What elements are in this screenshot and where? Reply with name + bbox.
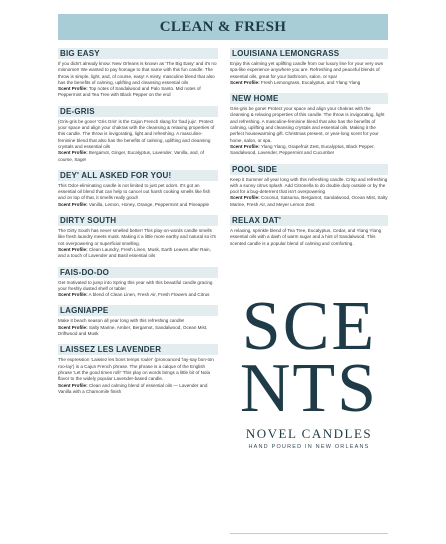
scent-profile-value: A blend of Clean Linen, Fresh Air, Fresh Flowers and Citrus bbox=[88, 292, 210, 298]
scent-title: DEY' ALL ASKED FOR YOU! bbox=[58, 170, 218, 181]
scent-section bbox=[230, 215, 388, 247]
scent-section bbox=[230, 48, 388, 86]
scent-profile bbox=[58, 202, 218, 208]
scent-profile-value: Coconut, Satsuma, Bergamot, Sandalwood, Ocean Mist, Salty Marine, Fresh Air, and Meyer Lemon Zest bbox=[230, 195, 388, 207]
scent-title: FAIS-DO-DO bbox=[58, 267, 218, 278]
scent-title: LOUISIANA LEMONGRASS bbox=[230, 48, 388, 59]
scent-profile bbox=[58, 292, 218, 298]
scent-profile bbox=[230, 144, 388, 157]
scent-description: Keep it Summer all year long with this refreshing candle. Crisp and refreshing with a sunny citrus splash. Add Citronella to do double duty outside or by the pool for a bug-deterrent that isn't overpowering bbox=[230, 176, 388, 195]
scent-title: RELAX DAT' bbox=[230, 215, 388, 226]
scent-title: DE-GRIS bbox=[58, 106, 218, 117]
footer-divider bbox=[230, 533, 388, 534]
scent-profile-label: Scent Profile: bbox=[58, 246, 88, 252]
scent-description: Enjoy this calming yet uplifting candle from our luxury line for your very own spa-like experience anywhere you are. Refreshing and peaceful blends of essential oils, great for your bathroom, salon, or spa! bbox=[230, 61, 384, 79]
scent-section bbox=[58, 48, 218, 99]
scent-description: This Odor-eliminating candle is not limited to just pet odors. It's got an essential oil blend that can help to cancel out harsh cooking smells like fish and on top of that, it smells really good! bbox=[58, 182, 211, 201]
scent-profile-value: Clean and calming blend of essential oils — Lavender and Vanilla with a Chamomile finish bbox=[58, 382, 208, 394]
scent-profile-value: Salty Marine, Amber, Bergamot, Sandalwood, Ocean Mist, Driftwood and Musk bbox=[58, 324, 208, 337]
scent-profile-value: Bergamot, Ginger, Eucalyptus, Lavender, Vanilla, and, of course, Sage! bbox=[58, 150, 204, 162]
scent-profile-value: Top notes of Sandalwood and Palo Santo. Mid notes of Peppermint and Tea Tree with Black Pepper on the end bbox=[58, 86, 201, 98]
scent-title: LAISSEZ LES LAVENDER bbox=[58, 344, 218, 355]
scent-profile bbox=[230, 195, 388, 208]
scent-description: Gris-gris be gone! Protect your space and align your chakras with the cleansing & relaxing properties of this candle. The throw is invigorating, light and refreshing. A masculine-feminine blend that also has the benefits of calming, uplifting and cleansing crystals and essential oils. Making it the perfect housewarming gift. Christmas present, or year-long scent for your home, salon, or spa. bbox=[230, 106, 385, 143]
page-title: CLEAN & FRESH bbox=[58, 14, 388, 40]
scent-description: If you didn't already know: New Orleans is known as 'The Big Easy' and it's no misnomer! We wanted to pay homage to that name with this fun candle. The throw is simple, light, and, of course, easy! A minty, masculine blend that also has the benefits of calming, uplifting and cleansing essential oils bbox=[58, 61, 217, 85]
scent-profile bbox=[230, 80, 388, 86]
scent-description: A relaxing, sprinkle blend of Tea Tree, Eucalyptus, Cedar, and Ylang Ylang essential oils with a dash of warm sugar and a hint of Sandalwood. This scented candle is a popular blend of calming and comforting. bbox=[230, 228, 382, 246]
scent-profile-label: Scent Profile: bbox=[230, 195, 260, 201]
scent-profile-value: Clean Laundry, Fresh Linen, Musk, Earth Leaves after Rain, and a touch of Lavender and Basil essential oils bbox=[58, 246, 211, 259]
scent-profile bbox=[58, 86, 218, 99]
scent-description: The expression 'Laissez les bons temps rouler' (pronounced 'lay-say bon-ton roo-lay') is a Cajun French phrase. The phrase is a calque of the English phrase 'Let the good times roll!' This play on words brings a little bit of Nola flavor to the widely popular Lavender-based candle. bbox=[58, 357, 214, 382]
scent-profile-label: Scent Profile: bbox=[58, 292, 88, 298]
scent-profile-label: Scent Profile: bbox=[58, 201, 88, 207]
scent-section bbox=[58, 106, 218, 163]
scent-section bbox=[58, 170, 218, 208]
scent-profile-label: Scent Profile: bbox=[58, 324, 88, 330]
right-column bbox=[230, 48, 388, 254]
logo-subtitle: NOVEL CANDLES bbox=[245, 426, 373, 441]
scent-section bbox=[58, 344, 218, 395]
scent-description: Get motivated to jump into Spring this year with this beautiful candle gracing your freshly dusted shelf or table! bbox=[58, 279, 213, 291]
scent-section bbox=[58, 215, 218, 259]
brand-logo bbox=[230, 288, 388, 450]
scent-profile bbox=[58, 325, 218, 338]
scent-section bbox=[58, 305, 218, 337]
scent-profile bbox=[58, 383, 218, 396]
scent-profile-label: Scent Profile: bbox=[230, 143, 260, 149]
scent-section bbox=[230, 93, 388, 156]
scent-profile-value: Vanilla, Lemon, Honey, Orange, Peppermint and Pineapple bbox=[88, 201, 210, 207]
scent-title: DIRTY SOUTH bbox=[58, 215, 218, 226]
scent-profile bbox=[58, 150, 218, 163]
scent-profile-value: Fresh Lemongrass, Eucalyptus, and Ylang Ylang bbox=[260, 79, 361, 85]
scent-section bbox=[230, 164, 388, 208]
left-column bbox=[58, 48, 218, 402]
logo-line-1: SCE bbox=[241, 288, 377, 365]
scent-profile-label: Scent Profile: bbox=[230, 79, 260, 85]
logo-line-2: NTS bbox=[239, 350, 379, 427]
scent-profile-label: Scent Profile: bbox=[58, 86, 88, 92]
scent-title: BIG EASY bbox=[58, 48, 218, 59]
scent-description: Make it beach season all year long with this refreshing candle! bbox=[58, 318, 185, 324]
logo-tagline: HAND POURED IN NEW ORLEANS bbox=[248, 444, 370, 450]
scent-profile-label: Scent Profile: bbox=[58, 150, 88, 156]
scent-description: The Dirty South has never smelled better! This play-on-words candle smells like fresh laundry meets musk. Making it a little more earthy and natural so it's not overpowering or superficial smelling. bbox=[58, 228, 216, 246]
scent-title: NEW HOME bbox=[230, 93, 388, 104]
scent-title: LAGNIAPPE bbox=[58, 305, 218, 316]
scent-profile bbox=[58, 247, 218, 260]
scent-section bbox=[58, 267, 218, 299]
scent-title: POOL SIDE bbox=[230, 164, 388, 175]
scent-description: (Gris-gris be gone! 'Gris Gris' is the Cajun French slang for 'bad juju'. Protect your space and align your chakras with the cleansing & relaxing properties of this candle. The throw is invigorating, light and refreshing. A masculine-feminine blend that also has the benefits of calming, uplifting and cleansing crystals and essential oils bbox=[58, 118, 215, 149]
scent-profile-label: Scent Profile: bbox=[58, 382, 88, 388]
scent-profile-value: Ylang Ylang, Grapefruit Zest, Eucalyptus, Black Pepper, Sandalwood, Lavender, Peppermint and Cucumber bbox=[230, 143, 375, 156]
